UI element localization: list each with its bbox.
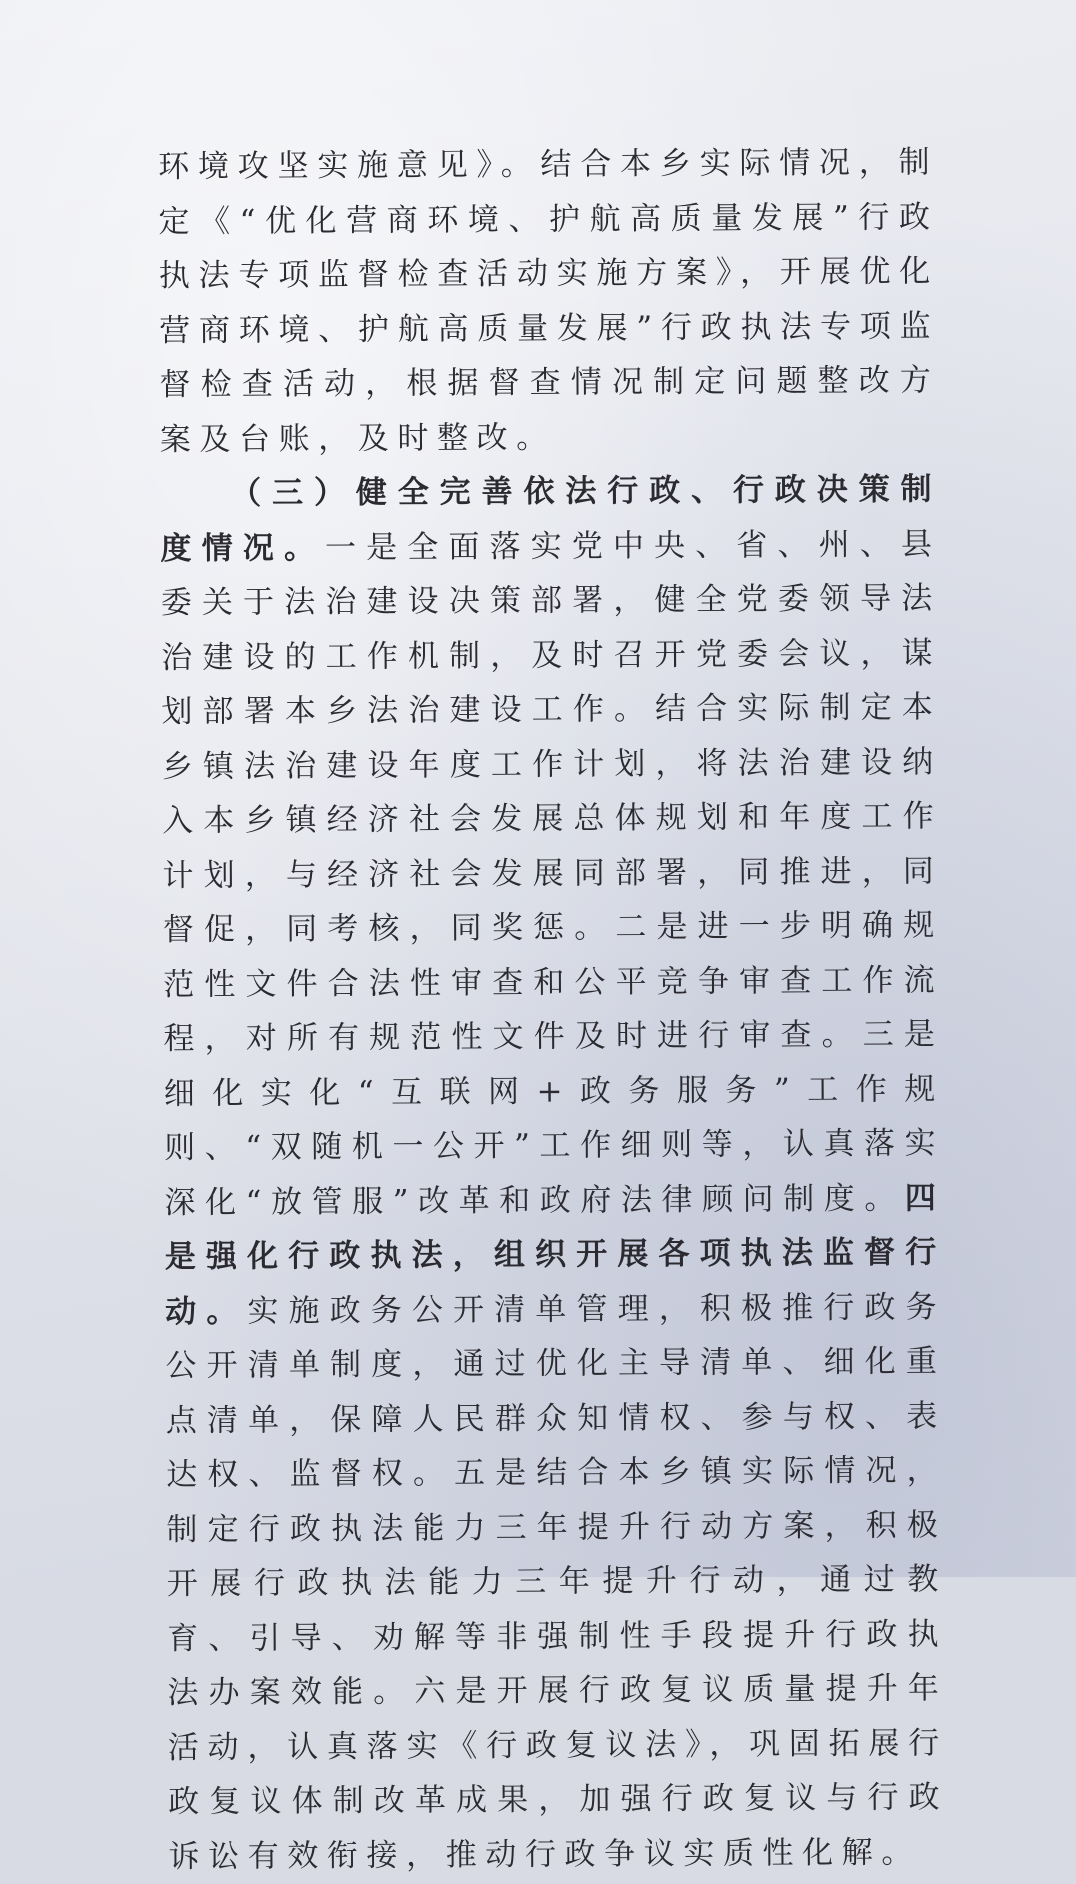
document-body [158, 135, 949, 1884]
paragraph-2-bold-point: 四是强化行政执法，组织开展各项执法监督行动。 [164, 1179, 945, 1330]
paragraph-1 [158, 135, 940, 467]
paragraph-1-text: 环境攻坚实施意见》。结合本乡实际情况，制定《“优化营商环境、护航高质量发展”行政执法专项监督检查活动实施方案》，开展优化营商环境、护航高质量发展”行政执法专项监督检查活动，根据督查情况制定问题整改方案及台账，及时整改。 [158, 144, 940, 458]
section-heading: （三）健全完善依法行政、行政决策制度情况。 [160, 471, 941, 567]
paragraph-2-text-a: 一是全面落实党中央、省、州、县委关于法治建设决策部署，健全党委领导法治建设的工作机制，及时召开党委会议，谋划部署本乡法治建设工作。结合实际制定本乡镇法治建设年度工作计划，将法治建设纳入本乡镇经济社会发展总体规划和年度工作计划，与经济社会发展同部署，同推进，同督促，同考核，同奖惩。二是进一步明确规范性文件合法性审查和公平竞争审查工作流程，对所有规范性文件及时进行审查。三是细化实化“互联网+政务服务”工作规则、“双随机一公开”工作细则等，认真落实深化“放管服”改革和政府法律顾问制度。 [160, 525, 945, 1221]
paragraph-2 [160, 462, 949, 1884]
paragraph-2-text-b: 实施政务公开清单管理，积极推行政务公开清单制度，通过优化主导清单、细化重点清单，保障人民群众知情权、参与权、表达权、监督权。五是结合本乡镇实际情况，制定行政执法能力三年提升行动方案，积极开展行政执法能力三年提升行动，通过教育、引导、劝解等非强制性手段提升行政执法办案效能。六是开展行政复议质量提升年活动，认真落实《行政复议法》，巩固拓展行政复议体制改革成果，加强行政复议与行政诉讼有效衔接，推动行政争议实质性化解。 [165, 1288, 949, 1875]
